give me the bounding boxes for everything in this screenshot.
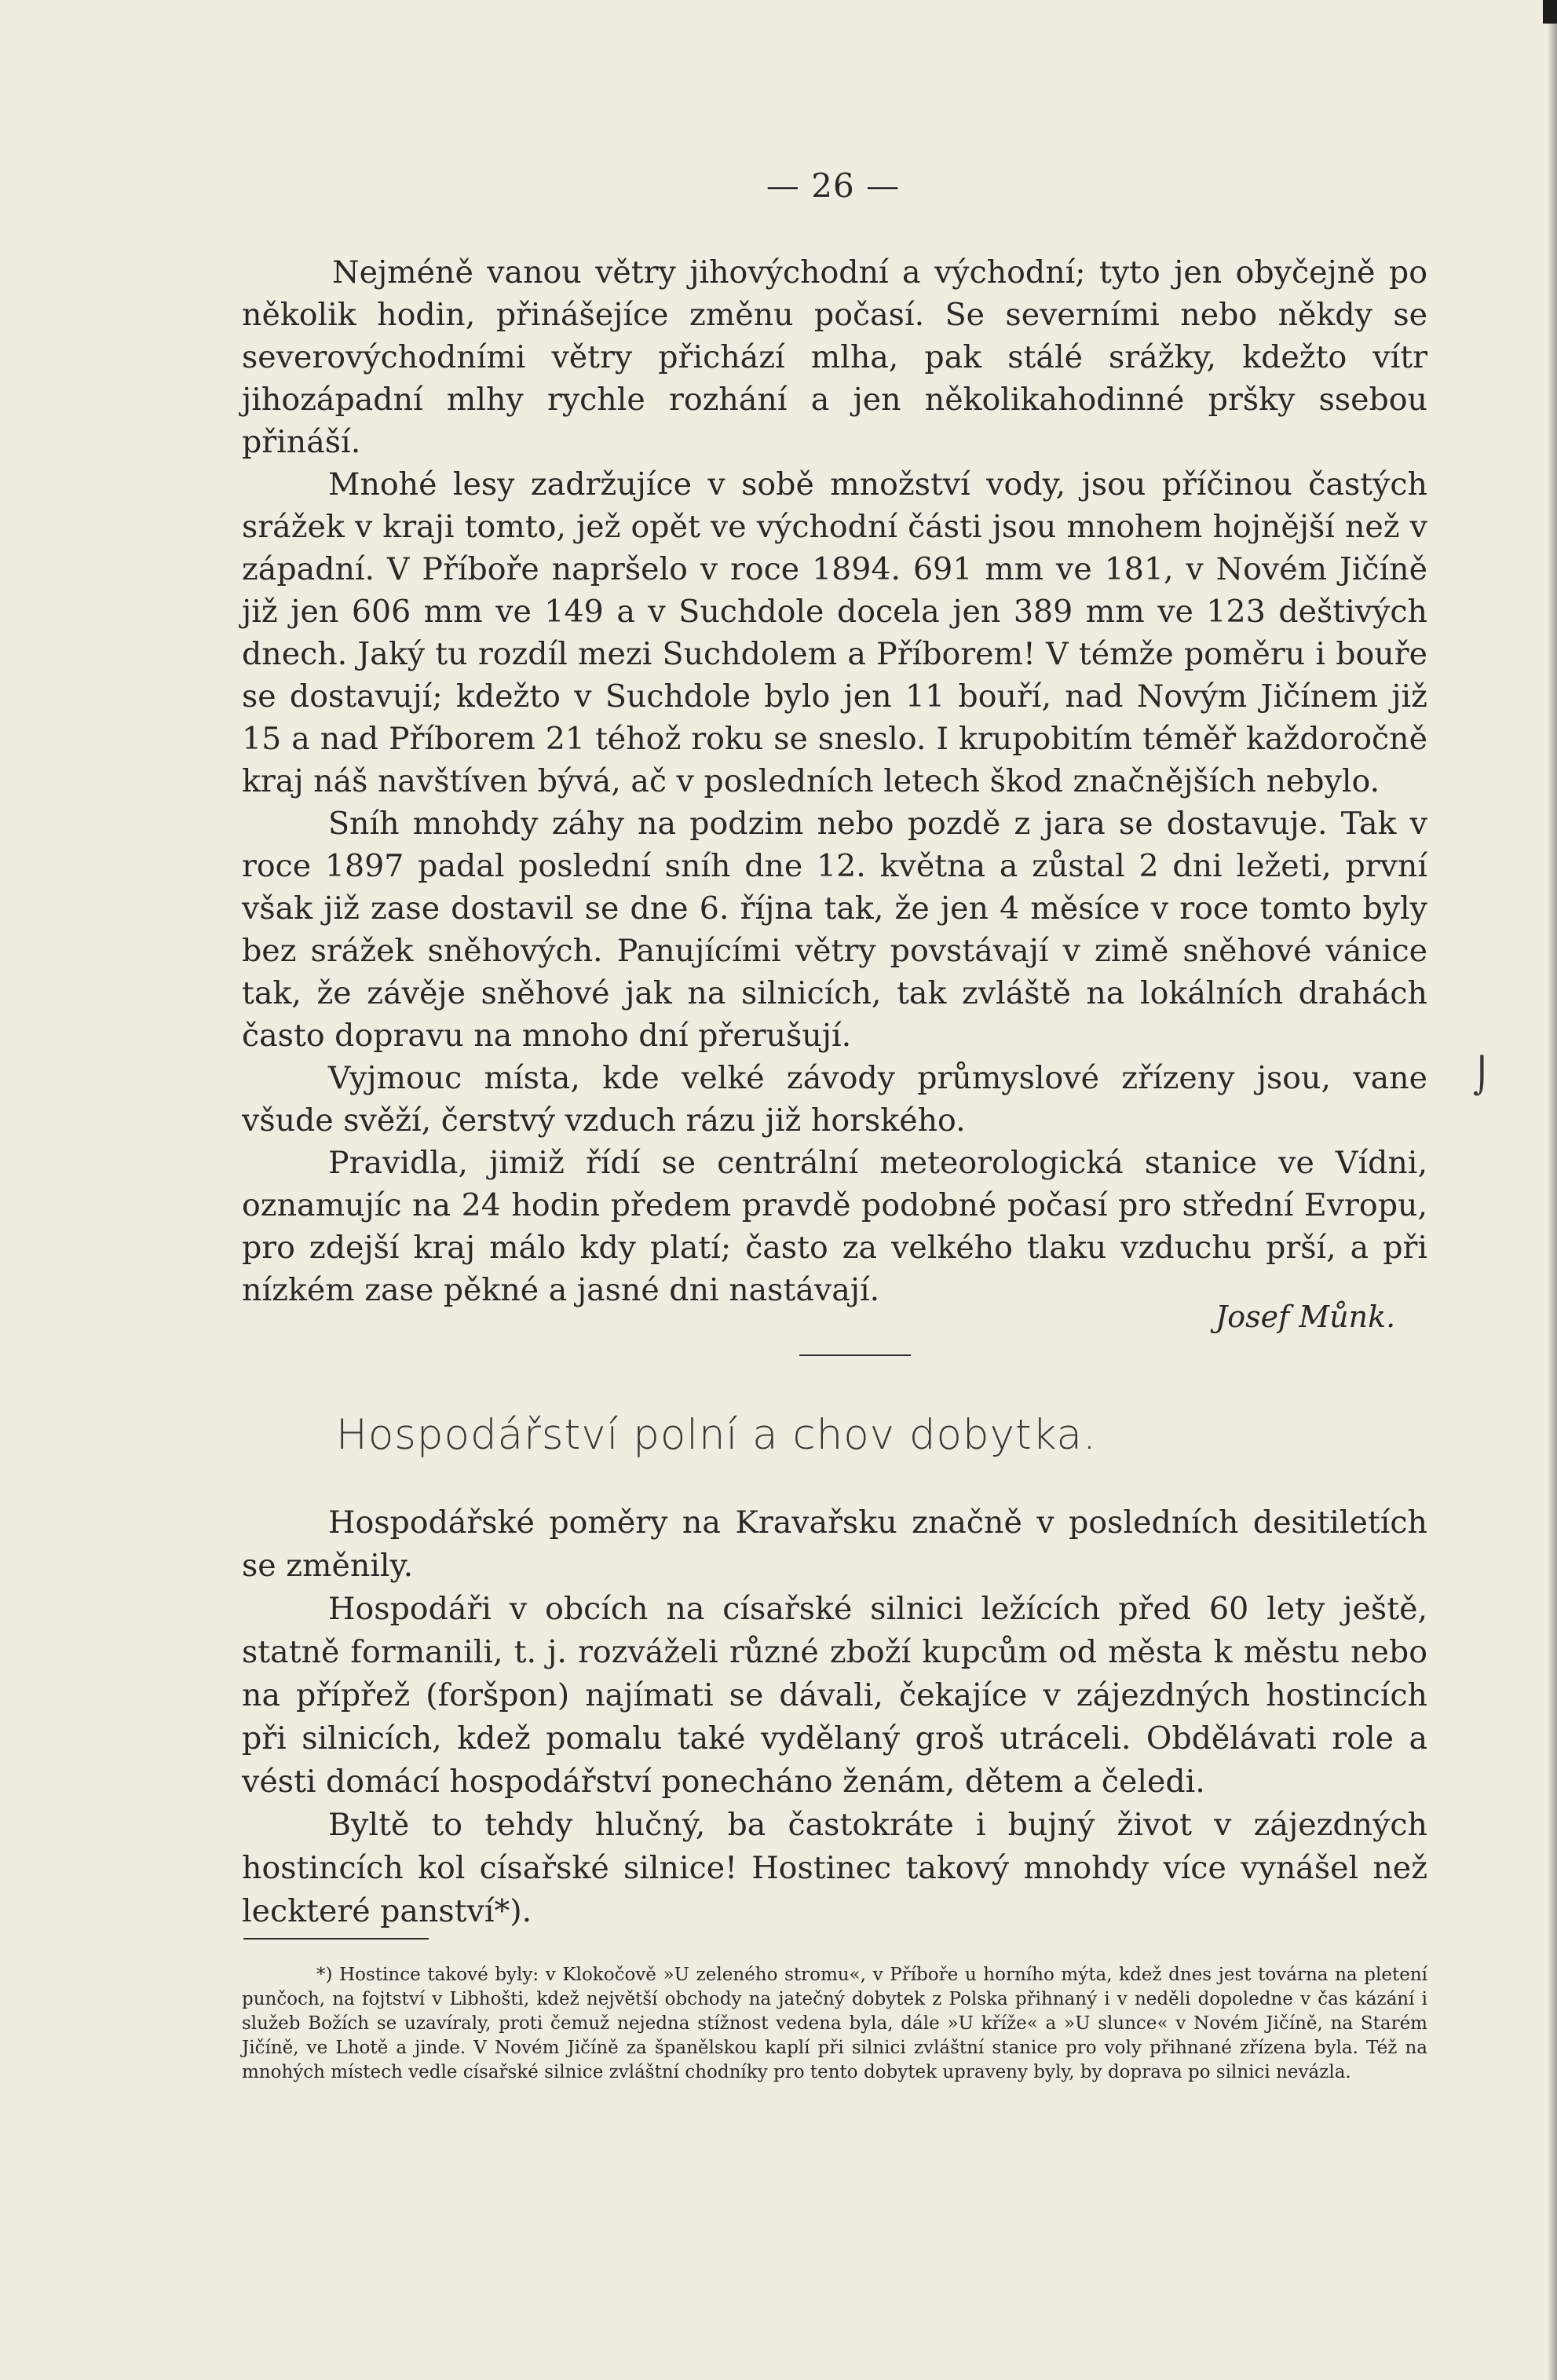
paragraph-forecast: Pravidla, jimiž řídí se centrální meteorologická stanice ve Vídni, oznamujíc na 24 hodin předem pravdě podobné počasí pro střední Evropu, pro zdejší kraj málo kdy platí; často za velkého tlaku vzduchu prší, a při nízkém zase pěkné a jasné dni nastávají. [242,1145,1427,1308]
main-text-block [242,251,1427,1311]
section-text-block [242,1501,1427,1933]
paragraph-snow: Sníh mnohdy záhy na podzim nebo pozdě z jara se dostavuje. Tak v roce 1897 padal poslední sníh dne 12. května a zůstal 2 dni ležeti, první však již zase dostavil se dne 6. října tak, že jen 4 měsíce v roce tomto byly bez srážek sněhových. Panujícími větry povstávají v zimě sněhové vánice tak, že závěje sněhové jak na silnicích, tak zvláště na lokálních drahách často dopravu na mnoho dní přerušují. [242,806,1427,1054]
corner-mark [1543,0,1557,24]
footnote [242,1963,1427,2085]
page-number: — 26 — [766,166,901,205]
paragraph-air: Vyjmouc místa, kde velké závody průmyslové zřízeny jsou, vane všude svěží, čerstvý vzduch rázu již horského. [242,1060,1427,1139]
paragraph-farmers: Hospodáři v obcích na císařské silnici ležících před 60 lety ještě, statně formanili, t. j. rozváželi různé zboží kupcům od města k městu nebo na přípřež (foršpon) najímati se dávali, čekajíce v zájezdných hostincích při silnicích, kdež pomalu také vydělaný groš utráceli. Obdělávati role a vésti domácí hospodářství ponecháno ženám, dětem a čeledi. [242,1591,1427,1800]
page-edge-shadow [1548,0,1557,2380]
paragraph-winds: Nejméně vanou větry jihovýchodní a východní; tyto jen obyčejně po několik hodin, přinášejíce změnu počasí. Se severními nebo někdy se severovýchodními větry přichází mlha, pak stálé srážky, kdežto vítr jihozápadní mlhy rychle rozhání a jen několikahodinné pršky ssebou přináší. [242,254,1427,460]
margin-mark: ⌡ [1473,1056,1491,1096]
paragraph-precipitation: Mnohé lesy zadržujíce v sobě množství vody, jsou příčinou častých srážek v kraji tomto, jež opět ve východní části jsou mnohem hojnější než v západní. V Příboře napršelo v roce 1894. 691 mm ve 181, v Novém Jičíně již jen 606 mm ve 149 a v Suchdole docela jen 389 mm ve 123 deštivých dnech. Jaký tu rozdíl mezi Suchdolem a Příborem! V témže poměru i bouře se dostavují; kdežto v Suchdole bylo jen 11 bouří, nad Novým Jičínem již 15 a nad Příborem 21 téhož roku se sneslo. I krupobitím téměř každoročně kraj náš navštíven bývá, ač v posledních letech škod značnějších nebylo. [242,466,1427,799]
section-divider [799,1355,911,1356]
section-heading: Hospodářství polní a chov dobytka. [336,1411,1097,1459]
author-signature: Josef Můnk. [1215,1300,1396,1334]
paragraph-inns: Byltě to tehdy hlučný, ba častokráte i bujný život v zájezdných hostincích kol císařské silnice! Hostinec takový mnohdy více vynášel než leckteré panství*). [242,1807,1427,1929]
footnote-text: *) Hostince takové byly: v Klokočově »U zeleného stromu«, v Příboře u horního mýta, kdež dnes jest továrna na pletení punčoch, na fojtství v Libhošti, kdež největší obchody na jatečný dobytek z Polska přihnaný i v neděli dopoledne v čas kázání i služeb Božích se uzavíraly, proti čemuž nejedna stížnost vedena byla, dále »U kříže« a »U slunce« v Novém Jičíně, na Starém Jičíně, ve Lhotě a jinde. V Novém Jičíně za španělskou kaplí při silnici zvláštní stanice pro voly přihnané zřízena byla. Též na mnohých místech vedle císařské silnice zvláštní chodníky pro tento dobytek upraveny byly, by doprava po silnici nevázla. [242,1965,1427,2082]
paragraph-economy: Hospodářské poměry na Kravařsku značně v posledních desitiletích se změnily. [242,1504,1427,1584]
footnote-divider [243,1938,429,1939]
